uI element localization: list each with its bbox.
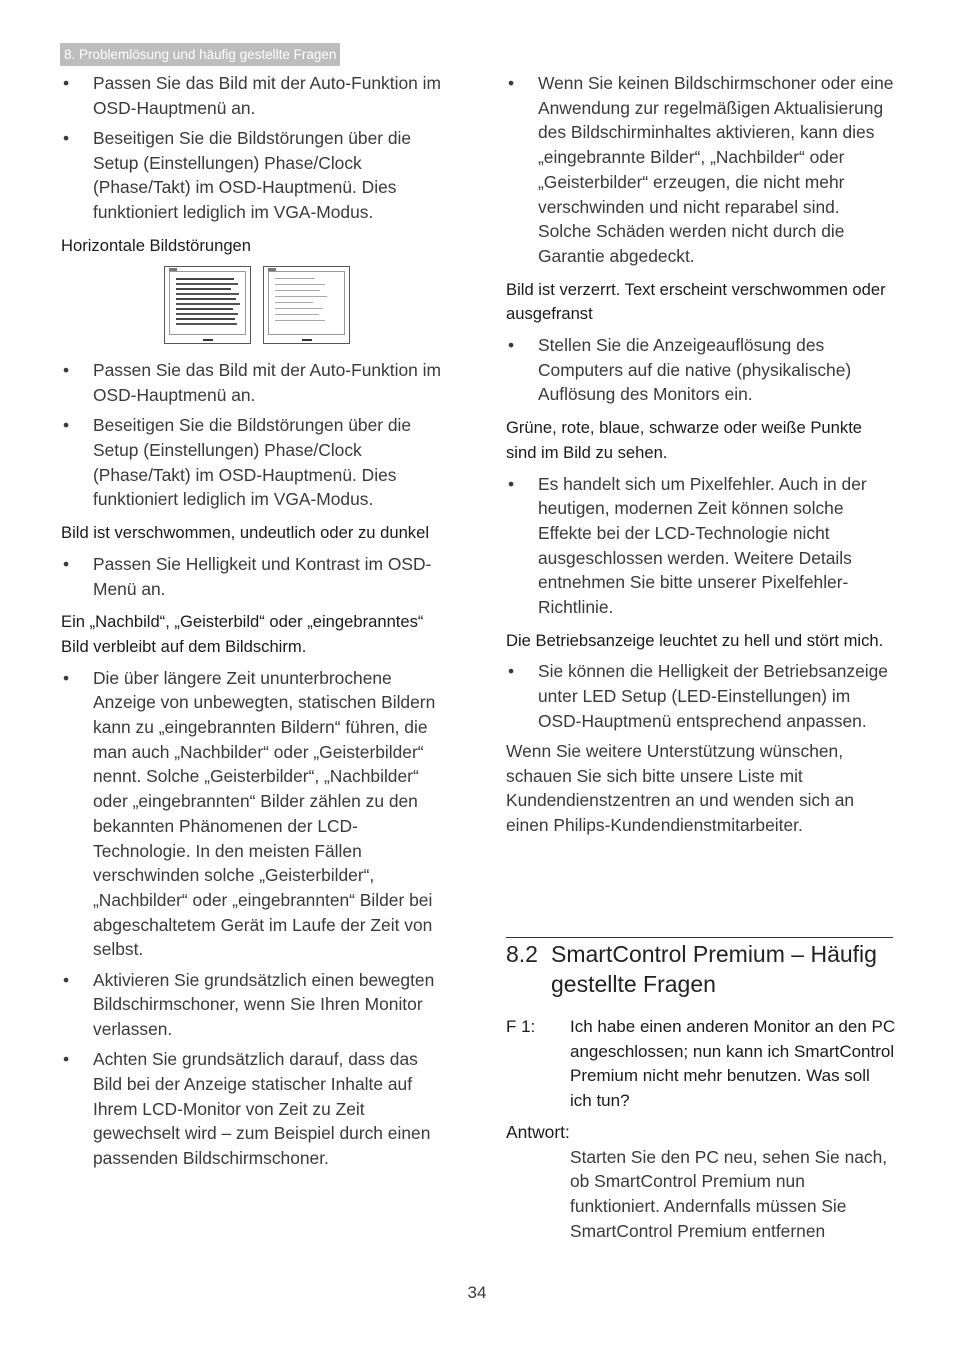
page-number: 34 [467,1283,487,1302]
heading-power-led: Die Betriebsanzeige leuchtet zu hell und stört mich. [506,630,884,650]
faq-block [506,1015,896,1243]
question-text: Ich habe einen anderen Monitor an den PC angeschlossen; nun kann ich SmartControl Premium nicht mehr benutzen. Was soll ich tun? [570,1017,896,1111]
bullet-icon: • [63,667,70,688]
section-number: 8.2 [506,941,538,967]
list-item: • Beseitigen Sie die Bildstörungen über die Setup (Einstellungen) Phase/Clock (Phase/Takt) im OSD-Hauptmenü. Dies funktioniert lediglich im VGA-Modus. [63,415,412,510]
bullet-list [61,552,451,601]
bullet-icon: • [508,473,515,494]
right-column [506,71,896,838]
list-item: • Stellen Sie die Anzeigeauflösung des Computers auf die native (physikalische) Auflösung des Monitors ein. [508,335,852,405]
section-title-text: SmartControl Premium – Häufig gestellte Fragen [551,941,877,997]
bullet-icon: • [63,969,70,990]
bullet-icon: • [63,415,70,436]
horizontal-noise-figure [164,266,451,344]
bullet-list [506,472,896,620]
bullet-list [61,666,451,1171]
section-8-2-title [506,937,893,999]
bullet-icon: • [63,73,70,93]
list-item: • Es handelt sich um Pixelfehler. Auch in der heutigen, modernen Zeit können solche Effekte bei der LCD-Technologie nicht ausgeschlossen werden. Weitere Details entnehmen Sie bitte unserer Pixelfehler-Richtlinie. [508,473,867,618]
heading-pixel-dots: Grüne, rote, blaue, schwarze oder weiße Punkte sind im Bild zu sehen. [506,418,863,462]
heading-blurry-image: Bild ist verschwommen, undeutlich oder zu dunkel [61,523,430,543]
bullet-icon: • [63,553,70,574]
bullet-list [506,71,896,269]
bullet-icon: • [63,1049,70,1070]
list-item: • Aktivieren Sie grundsätzlich einen bewegten Bildschirmschoner, wenn Sie Ihren Monitor verlassen. [63,969,435,1039]
heading-horizontal-noise: Horizontale Bildstörungen [61,235,252,255]
support-paragraph: Wenn Sie weitere Unterstützung wünschen, schauen Sie sich bitte unsere Liste mit Kundendienstzentren an und wenden sich an einen Philips-Kundendienstmitarbeiter. [506,741,855,836]
answer-text: Starten Sie den PC neu, sehen Sie nach, ob SmartControl Premium nun funktioniert. Andernfalls müssen Sie SmartControl Premium entfernen [570,1146,888,1241]
bullet-icon: • [63,360,70,381]
list-item: • Beseitigen Sie die Bildstörungen über die Setup (Einstellungen) Phase/Clock (Phase/Takt) im OSD-Hauptmenü. Dies funktioniert lediglich im VGA-Modus. [63,127,412,223]
question-label: F 1: [506,1017,536,1036]
heading-distorted-image: Bild ist verzerrt. Text erscheint verschwommen oder ausgefranst [506,279,886,324]
faq-question-row [506,1015,896,1114]
heading-afterimage: Ein „Nachbild“, „Geisterbild“ oder „eingebranntes“ Bild verbleibt auf dem Bildschirm. [61,612,424,656]
bullet-list [61,358,451,512]
list-item: • Passen Sie das Bild mit der Auto-Funktion im OSD-Hauptmenü an. [63,360,441,406]
monitor-noisy-image [164,266,251,344]
list-item: • Sie können die Helligkeit der Betriebsanzeige unter LED Setup (LED-Einstellungen) im OSD-Hauptmenü entsprechend anpassen. [508,661,888,731]
list-item: • Wenn Sie keinen Bildschirmschoner oder eine Anwendung zur regelmäßigen Aktualisierung des Bildschirminhaltes aktivieren, kann dies „eingebrannte Bilder“, „Nachbilder“ oder „Geisterbilder“ erzeugen, die nicht mehr verschwinden und nicht reparabel sind. Solche Schäden werden nicht durch die Garantie abgedeckt. [508,73,894,266]
list-item: • Passen Sie das Bild mit der Auto-Funktion im OSD-Hauptmenü an. [63,73,441,118]
bullet-icon: • [508,73,515,93]
bullet-icon: • [508,335,515,356]
bullet-icon: • [508,661,515,682]
bullet-icon: • [63,127,70,148]
list-item: • Passen Sie Helligkeit und Kontrast im OSD-Menü an. [63,553,432,599]
section-header-tab: 8. Problemlösung und häufig gestellte Fragen [60,43,340,66]
answer-label: Antwort: [506,1121,570,1142]
left-column [61,71,451,1176]
bullet-list [506,333,896,407]
bullet-list [506,659,896,733]
list-item: • Die über längere Zeit ununterbrochene Anzeige von unbewegten, statischen Bildern kann zu „eingebrannten Bildern“ führen, die man auch „Nachbilder“ oder „Geisterbilder“ nennt. Solche „Geisterbilder“, „Nachbilder“ oder „eingebrannten“ Bilder zählen zu den bekannten Phänomenen der LCD-Technologie. In den meisten Fällen verschwinden solche „Geisterbilder“, „Nachbilder“ oder „eingebrannten“ Bilder bei abgeschaltetem Gerät im Laufe der Zeit von selbst. [63,667,436,960]
bullet-list [61,71,451,225]
list-item: • Achten Sie grundsätzlich darauf, dass das Bild bei der Anzeige statischer Inhalte auf Ihrem LCD-Monitor von Zeit zu Zeit gewechselt wird – zum Beispiel durch einen passenden Bildschirmschoner. [63,1049,431,1169]
monitor-clean-image [263,266,350,344]
